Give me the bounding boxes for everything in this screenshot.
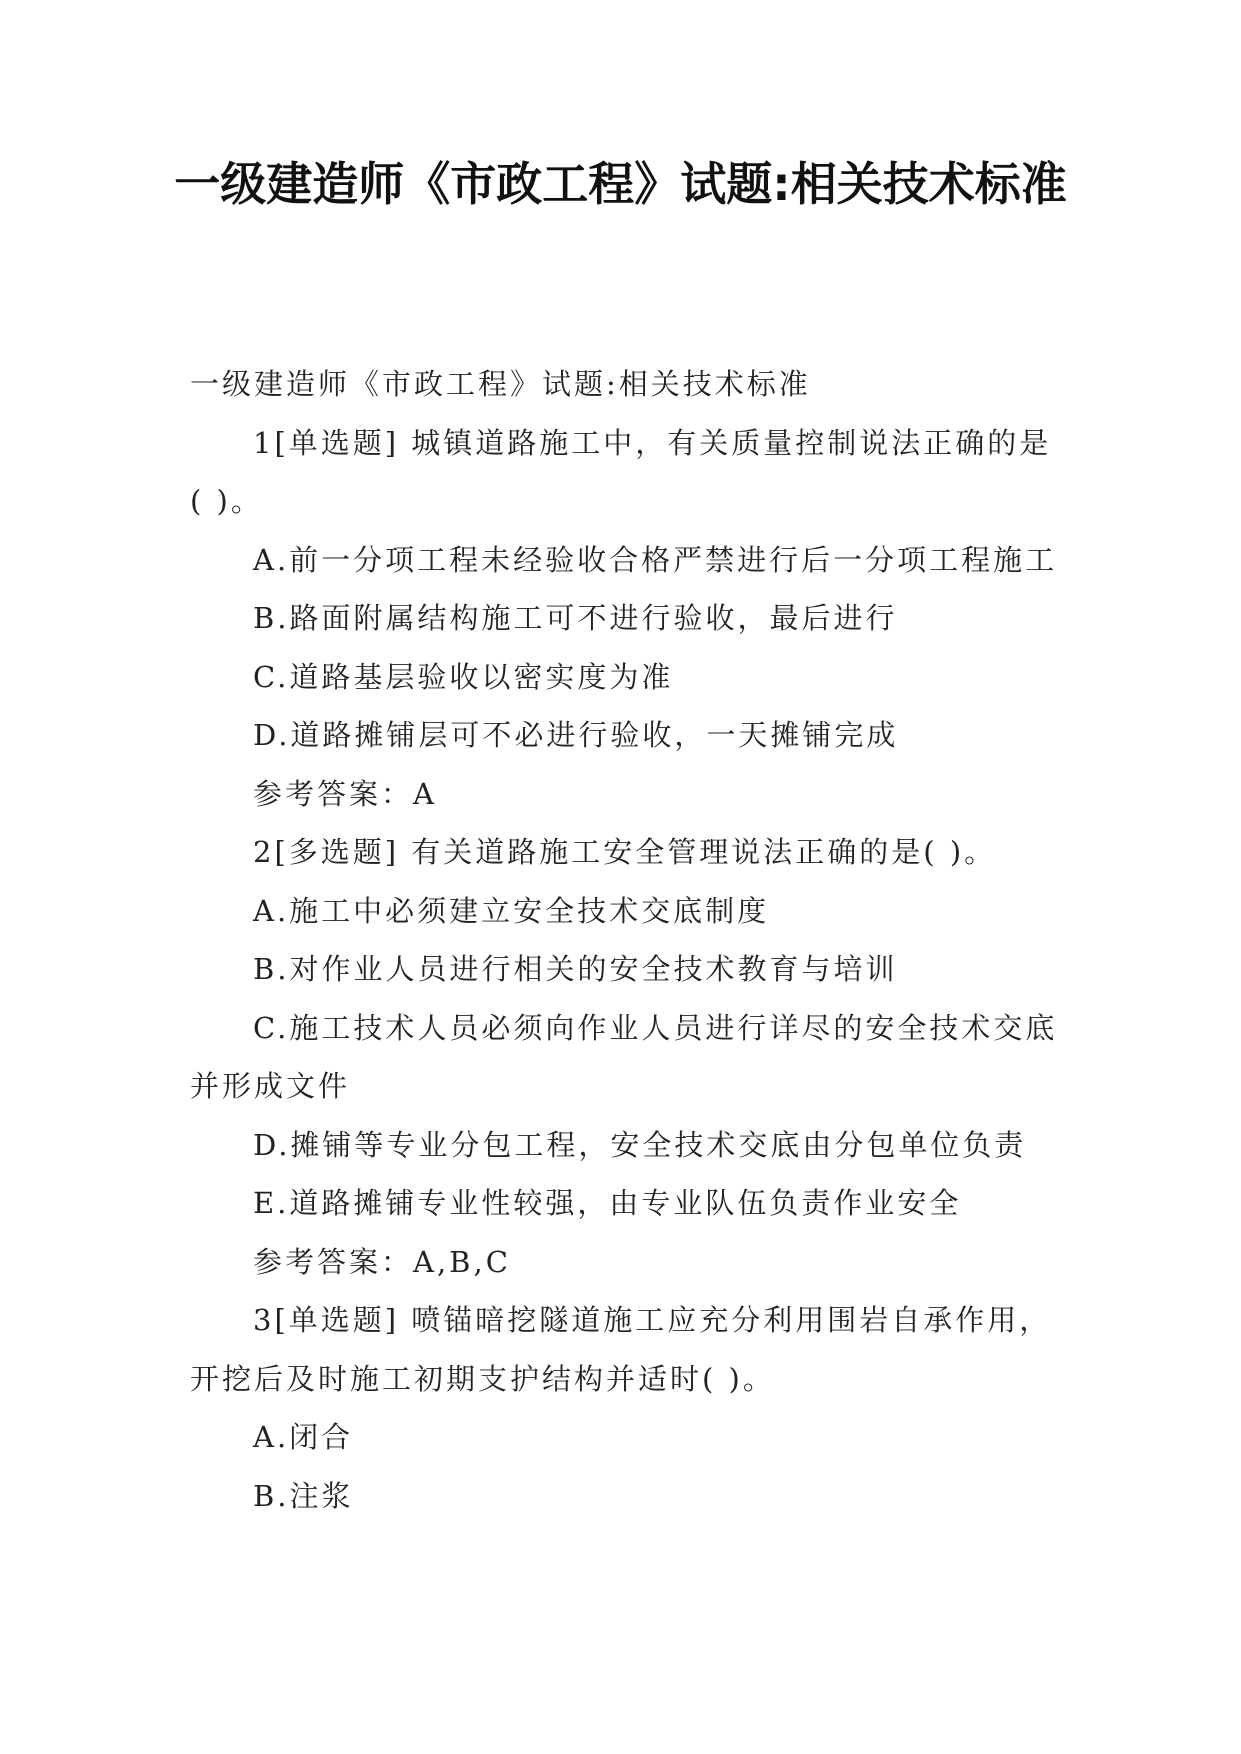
paragraph: E.道路摊铺专业性较强，由专业队伍负责作业安全 xyxy=(253,1186,962,1220)
paragraph: C.施工技术人员必须向作业人员进行详尽的安全技术交底并形成文件 xyxy=(190,1010,1058,1103)
paragraph: A.前一分项工程未经验收合格严禁进行后一分项工程施工 xyxy=(253,542,1058,577)
paragraph: D.摊铺等专业分包工程，安全技术交底由分包单位负责 xyxy=(253,1127,1027,1162)
paragraph: D.道路摊铺层可不必进行验收，一天摊铺完成 xyxy=(253,718,899,752)
paragraph: B.对作业人员进行相关的安全技术教育与培训 xyxy=(253,952,898,986)
paragraph: A.施工中必须建立安全技术交底制度 xyxy=(253,893,770,928)
paragraph: 2[多选题] 有关道路施工安全管理说法正确的是( )。 xyxy=(253,835,997,869)
paragraph: 参考答案：A,B,C xyxy=(253,1244,511,1279)
document-body xyxy=(190,355,1060,1525)
paragraph: 1[单选题] 城镇道路施工中，有关质量控制说法正确的是( )。 xyxy=(190,425,1052,518)
paragraph: A.闭合 xyxy=(253,1420,354,1454)
paragraph: B.路面附属结构施工可不进行验收，最后进行 xyxy=(253,601,898,635)
paragraph: 参考答案：A xyxy=(253,776,437,811)
document-title: 一级建造师《市政工程》试题:相关技术标准 xyxy=(174,157,1067,211)
paragraph: C.道路基层验收以密实度为准 xyxy=(253,659,674,694)
body-heading: 一级建造师《市政工程》试题:相关技术标准 xyxy=(190,367,811,401)
paragraph: 3[单选题] 喷锚暗挖隧道施工应充分利用围岩自承作用，开挖后及时施工初期支护结构并适时( )。 xyxy=(190,1303,1052,1396)
paragraph: B.注浆 xyxy=(253,1478,354,1513)
